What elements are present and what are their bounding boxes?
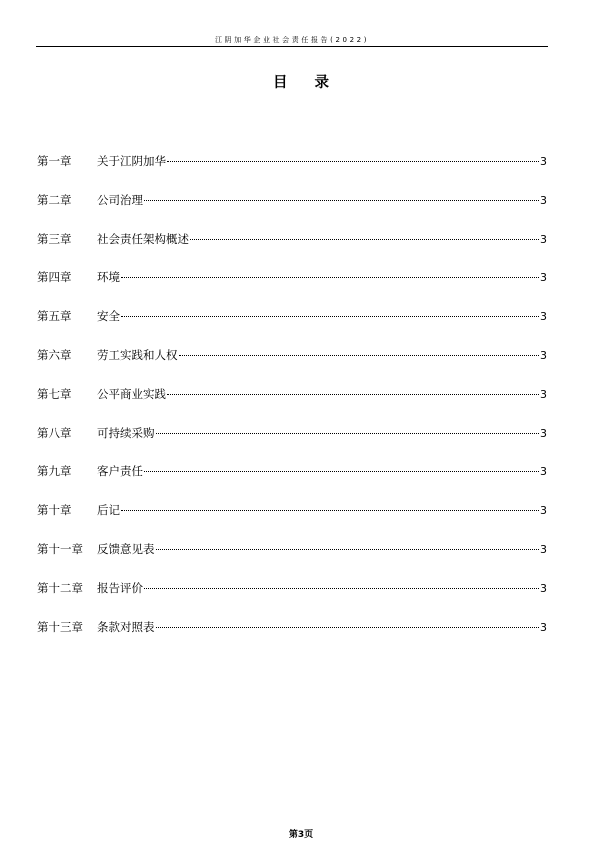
page-number-footer: 第3页 bbox=[288, 830, 314, 840]
header-divider bbox=[36, 46, 548, 47]
toc-entry-4[interactable] bbox=[37, 269, 547, 308]
toc-page-number: 3 bbox=[540, 581, 547, 595]
toc-dot-leader bbox=[190, 239, 539, 240]
toc-dot-leader bbox=[144, 471, 539, 472]
toc-page-number: 3 bbox=[540, 465, 547, 479]
toc-dot-leader bbox=[156, 549, 540, 550]
toc-dot-leader bbox=[179, 355, 540, 356]
toc-chapter-title: 关于江阴加华 bbox=[97, 154, 166, 168]
toc-chapter-title: 客户责任 bbox=[97, 464, 143, 479]
toc-chapter-number: 第十二章 bbox=[37, 580, 83, 595]
toc-chapter-number: 第四章 bbox=[37, 270, 72, 285]
toc-entry-8[interactable] bbox=[37, 425, 547, 464]
toc-chapter-number: 第八章 bbox=[37, 425, 72, 440]
toc-dot-leader bbox=[156, 433, 540, 434]
toc-chapter-title: 社会责任架构概述 bbox=[97, 231, 189, 246]
toc-page-number: 3 bbox=[540, 504, 547, 518]
toc-dot-leader bbox=[121, 510, 539, 511]
toc-chapter-number: 第五章 bbox=[37, 309, 72, 324]
toc-entry-7[interactable] bbox=[37, 386, 547, 425]
toc-heading: 目录 bbox=[273, 75, 356, 91]
toc-page-number: 3 bbox=[540, 387, 547, 401]
toc-page-number: 3 bbox=[540, 310, 547, 324]
toc-chapter-number: 第一章 bbox=[37, 154, 72, 168]
toc-chapter-title: 报告评价 bbox=[97, 580, 143, 595]
toc-chapter-number: 第六章 bbox=[37, 347, 72, 362]
toc-entry-5[interactable] bbox=[37, 308, 547, 347]
toc-page-number: 3 bbox=[540, 426, 547, 440]
toc-chapter-number: 第十章 bbox=[37, 503, 72, 518]
toc-entry-13[interactable] bbox=[37, 619, 547, 658]
toc-dot-leader bbox=[144, 200, 539, 201]
toc-chapter-title: 条款对照表 bbox=[97, 619, 155, 634]
toc-chapter-title: 反馈意见表 bbox=[97, 541, 155, 556]
toc-entry-11[interactable] bbox=[37, 541, 547, 580]
toc-entry-10[interactable] bbox=[37, 502, 547, 541]
toc-entry-9[interactable] bbox=[37, 463, 547, 502]
toc-entry-6[interactable] bbox=[37, 347, 547, 386]
toc-dot-leader bbox=[121, 316, 539, 317]
toc-chapter-number: 第七章 bbox=[37, 386, 72, 401]
running-header-title: 江阴加华企业社会责任报告(2022) bbox=[214, 36, 370, 44]
toc-dot-leader bbox=[167, 161, 539, 162]
toc-page-number: 3 bbox=[540, 542, 547, 556]
toc-chapter-title: 环境 bbox=[97, 270, 120, 285]
toc-page-number: 3 bbox=[540, 155, 547, 168]
toc-entry-3[interactable] bbox=[37, 231, 547, 270]
toc-entry-1[interactable] bbox=[37, 153, 547, 192]
toc-dot-leader bbox=[144, 588, 539, 589]
toc-page-number: 3 bbox=[540, 620, 547, 634]
toc-chapter-title: 后记 bbox=[97, 503, 120, 518]
toc-entry-2[interactable] bbox=[37, 192, 547, 231]
toc-page-number: 3 bbox=[540, 193, 547, 207]
toc-chapter-number: 第九章 bbox=[37, 464, 72, 479]
toc-dot-leader bbox=[167, 394, 539, 395]
toc-list bbox=[37, 153, 547, 657]
toc-chapter-title: 可持续采购 bbox=[97, 425, 155, 440]
toc-chapter-title: 公平商业实践 bbox=[97, 386, 166, 401]
toc-chapter-number: 第十一章 bbox=[37, 541, 83, 556]
toc-chapter-title: 公司治理 bbox=[97, 192, 143, 207]
toc-chapter-number: 第二章 bbox=[37, 192, 72, 207]
toc-chapter-title: 劳工实践和人权 bbox=[97, 347, 178, 362]
toc-dot-leader bbox=[156, 627, 540, 628]
toc-dot-leader bbox=[121, 277, 539, 278]
toc-page-number: 3 bbox=[540, 271, 547, 285]
toc-page-number: 3 bbox=[540, 232, 547, 246]
toc-page-number: 3 bbox=[540, 348, 547, 362]
toc-chapter-title: 安全 bbox=[97, 309, 120, 324]
toc-chapter-number: 第十三章 bbox=[37, 619, 83, 634]
toc-entry-12[interactable] bbox=[37, 580, 547, 619]
toc-chapter-number: 第三章 bbox=[37, 231, 72, 246]
